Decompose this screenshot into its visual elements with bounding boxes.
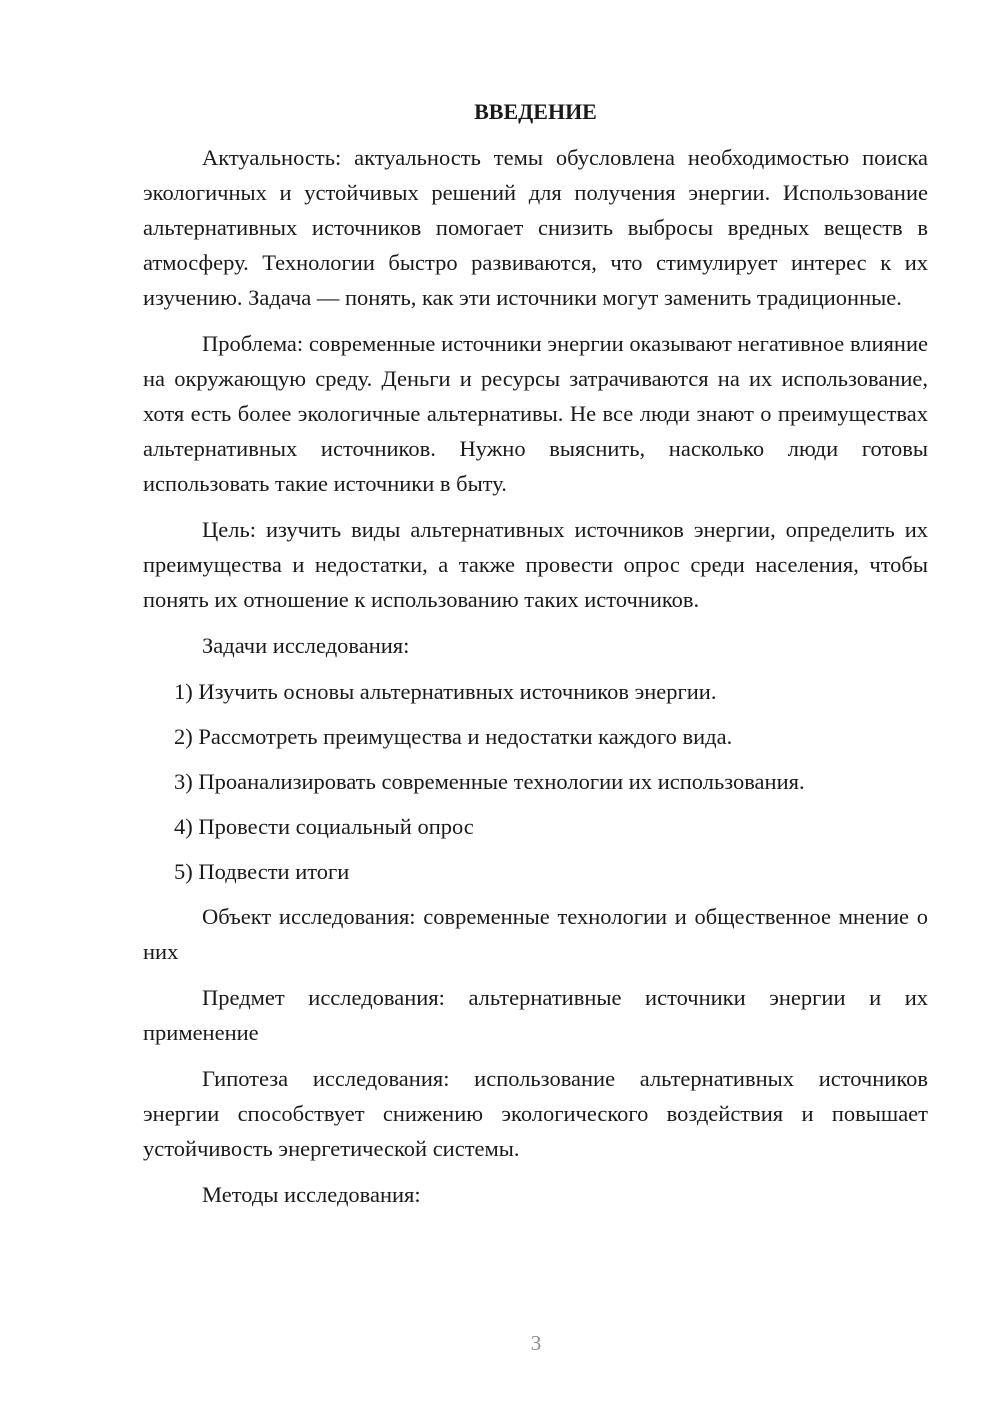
section-heading: ВВЕДЕНИЕ <box>474 99 597 124</box>
relevance-paragraph: Актуальность: актуальность темы обусловлена необходимостью поиска экологичных и устойчивых решений для получения энергии. Использование альтернативных источников помогает снизить выбросы вредных веществ в атмосферу. Технологии быстро развиваются, что стимулирует интерес к их изучению. Задача — понять, как эти источники могут заменить традиционные. <box>143 145 928 310</box>
page-number: 3 <box>530 1331 542 1355</box>
task-item: 5) Подвести итоги <box>174 859 350 884</box>
page-content <box>143 94 928 1223</box>
tasks-intro: Задачи исследования: <box>202 633 410 658</box>
hypothesis-paragraph: Гипотеза исследования: использование альтернативных источников энергии способствует снижению экологического воздействия и повышает устойчивость энергетической системы. <box>143 1066 928 1161</box>
object-paragraph: Объект исследования: современные технологии и общественное мнение о них <box>143 904 928 964</box>
subject-paragraph: Предмет исследования: альтернативные источники энергии и их применение <box>143 985 928 1045</box>
task-item: 4) Провести социальный опрос <box>174 814 474 839</box>
task-item: 1) Изучить основы альтернативных источников энергии. <box>174 679 717 704</box>
problem-paragraph: Проблема: современные источники энергии оказывают негативное влияние на окружающую среду. Деньги и ресурсы затрачиваются на их использование, хотя есть более экологичные альтернативы. Не все люди знают о преимуществах альтернативных источников. Нужно выяснить, насколько люди готовы использовать такие источники в быту. <box>143 331 928 496</box>
methods-paragraph: Методы исследования: <box>202 1182 421 1207</box>
task-item: 3) Проанализировать современные технологии их использования. <box>174 769 805 794</box>
task-item: 2) Рассмотреть преимущества и недостатки каждого вида. <box>174 724 733 749</box>
tasks-list <box>143 674 928 889</box>
goal-paragraph: Цель: изучить виды альтернативных источников энергии, определить их преимущества и недостатки, а также провести опрос среди населения, чтобы понять их отношение к использованию таких источников. <box>143 517 928 612</box>
